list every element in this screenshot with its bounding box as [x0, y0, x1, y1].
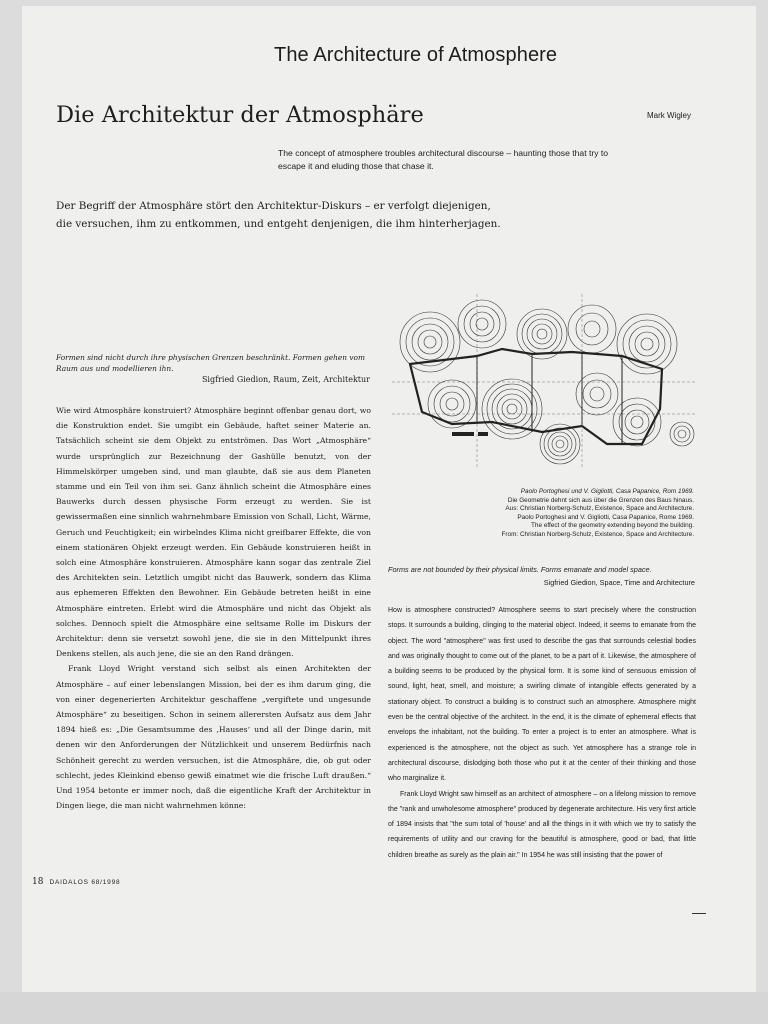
title-english: The Architecture of Atmosphere — [274, 44, 558, 66]
concentric-circles-3 — [517, 309, 567, 359]
body-english — [388, 603, 696, 863]
page-number: 18 — [32, 877, 44, 887]
body-german-paragraph: Wie wird Atmosphäre konstruiert? Atmosphäre beginnt offenbar genau dort, wo die Konstruktion endet. Sie umgibt ein Gebäude, haftet seiner Materie an. Tatsächlich scheint sie dem Objekt zu entströmen. Das Wort „Atmosphäre“ wurde ursprünglich zur Bezeichnung der Gashülle benutzt, von der Himmelskörper umgeben sind, und man glaubte, daß sie aus dem Planeten stamme und ein Teil von ihm sei. Ganz ähnlich scheint die Atmosphäre eines Bauwerks durch dessen physische Form erzeugt zu werden. Sie ist gewissermaßen eine sinnlich wahrnehmbare Emission von Schall, Licht, Wärme, Geruch und Feuchtigkeit; ein wirbelndes Klima nicht greifbarer Effekte, die von einem stationären Objekt erzeugt werden. Ein Gebäude konstruieren heißt in solch eine Atmosphäre konstruieren. Atmosphäre kann sogar das zentrale Ziel des Architekten sein. Letztlich umgibt nicht das Bauwerk, sondern das Klima aus ephemeren Effekten den Bewohner. Ein Gebäude betreten heißt in eine Atmosphäre eintreten. Erlebt wird die Atmosphäre und nicht das Objekt als solches. Dennoch spielt die Atmosphäre eine seltsame Rolle im Diskurs der Architektur: denn sie versetzt sowohl jene, die sie in den Mittelpunkt ihres Denkens stellen, als auch jene, die sie an den Rand drängen. — [56, 406, 371, 659]
body-german-paragraph: Frank Lloyd Wright verstand sich selbst als einen Architekten der Atmosphäre – auf einer lebenslangen Mission, bei der es ihm darum ging, die von einer degenerierten Architektur geschaffene „vergiftete und ungesunde Atmosphäre“ zu beseitigen. Schon in seinem allerersten Aufsatz aus dem Jahr 1894 hieß es: „Die Gesamtsumme des ‚Hauses‘ und all der Dinge darin, mit denen wir den Anforderungen der Nützlichkeit und unserem Bedürfnis nach Schönheit gerecht zu werden versuchen, ist die Atmosphäre, die, ob gut oder schlecht, jedes Kleinkind ebenso gewiß einatmet wie die frische Luft draußen.“ Und 1954 betonte er immer noch, daß die eigentliche Kraft der Architektur in Dingen liege, die man nicht wahrnehmen könne: — [56, 664, 371, 811]
concentric-circles-1 — [400, 312, 460, 372]
casa-papanice-plan-figure — [392, 294, 697, 469]
magazine-issue: DAIDALOS 68/1998 — [49, 879, 121, 886]
page-footer — [32, 877, 120, 887]
concentric-circles-4 — [568, 305, 616, 353]
body-german — [56, 403, 371, 813]
lead-german: Der Begriff der Atmosphäre stört den Architektur-Diskurs – er verfolgt diejenigen, die versuchen, ihm zu entkommen, und entgeht denjenigen, die ihm hinterherjagen. — [56, 200, 501, 230]
epigraph-german — [56, 352, 370, 385]
lead-english: The concept of atmosphere troubles architectural discourse – haunting those that try to escape it and eluding those that chase it. — [278, 148, 609, 171]
caption-english-line: The effect of the geometry extending beyond the building. — [531, 522, 694, 530]
caption-german-line: Paolo Portoghesi und V. Gigliotti, Casa Papanice, Rom 1969. — [520, 488, 694, 495]
body-english-paragraph: Frank Lloyd Wright saw himself as an architect of atmosphere – on a lifelong mission to remove the "rank and unwholesome atmosphere" produced by degenerate architecture. His very first article of 1894 insists that "the sum total of 'house' and all the things in it with which we try to satisfy the requirements of utility and our craving for the beautiful is atmosphere, good or bad, that little children breathe as surely as the plain air." In 1954 he was still insisting that the power of — [388, 790, 696, 859]
concentric-circles-11 — [670, 422, 694, 446]
concentric-circles-6 — [428, 380, 476, 428]
caption-english-line: From: Christian Norberg-Schulz, Existence, Space and Architecture. — [501, 530, 694, 538]
epigraph-english-quote: Forms are not bounded by their physical limits. Forms emanate and model space. — [388, 565, 652, 574]
title-german: Die Architektur der Atmosphäre — [56, 102, 424, 128]
epigraph-german-quote: Formen sind nicht durch ihre physischen Grenzen beschränkt. Formen gehen vom Raum aus und modellieren ihn. — [56, 353, 365, 373]
figure-caption — [390, 488, 694, 540]
concentric-circles-2 — [458, 300, 506, 348]
continuation-dash — [692, 913, 706, 914]
caption-english-line: Paolo Portoghesi and V. Gigliotti, Casa Papanice, Rome 1969. — [517, 513, 694, 521]
scale-bar — [452, 432, 488, 436]
epigraph-english-source: Sigfried Giedion, Space, Time and Architecture — [543, 578, 695, 587]
caption-german-line: Die Geometrie dehnt sich aus über die Grenzen des Baus hinaus. — [507, 496, 694, 504]
epigraph-english — [388, 563, 695, 589]
body-english-paragraph: How is atmosphere constructed? Atmosphere seems to start precisely where the construction stops. It surrounds a building, clinging to the material object. Indeed, it seems to emanate from the object. The word "atmosphere" was first used to describe the gas that surrounds celestial bodies and was originally thought to come out of the planet, to be a part of it. Likewise, the atmosphere of a building seems to be produced by the physical form. It is some kind of sensuous emission of sound, light, heat, smell, and moisture; a swirling climate of intangible effects generated by a stationary object. To construct a building is to construct such an atmosphere. Atmosphere might even be the central objective of the architect. In the end, it is the climate of ephemeral effects that envelops the inhabitant, not the building. To enter a project is to enter an atmosphere. What is experienced is the atmosphere, not the object as such. Yet atmosphere has a strange role in architectural discourse, dislodging both those who put it at the center of their thinking and those who marginalize it. — [388, 607, 696, 783]
scan-bottom-edge — [0, 992, 768, 1024]
author-name: Mark Wigley — [647, 111, 692, 120]
caption-german-line: Aus: Christian Norberg-Schulz, Existence, Space and Architecture. — [505, 505, 694, 513]
epigraph-german-source: Sigfried Giedion, Raum, Zeit, Architektur — [201, 375, 370, 384]
